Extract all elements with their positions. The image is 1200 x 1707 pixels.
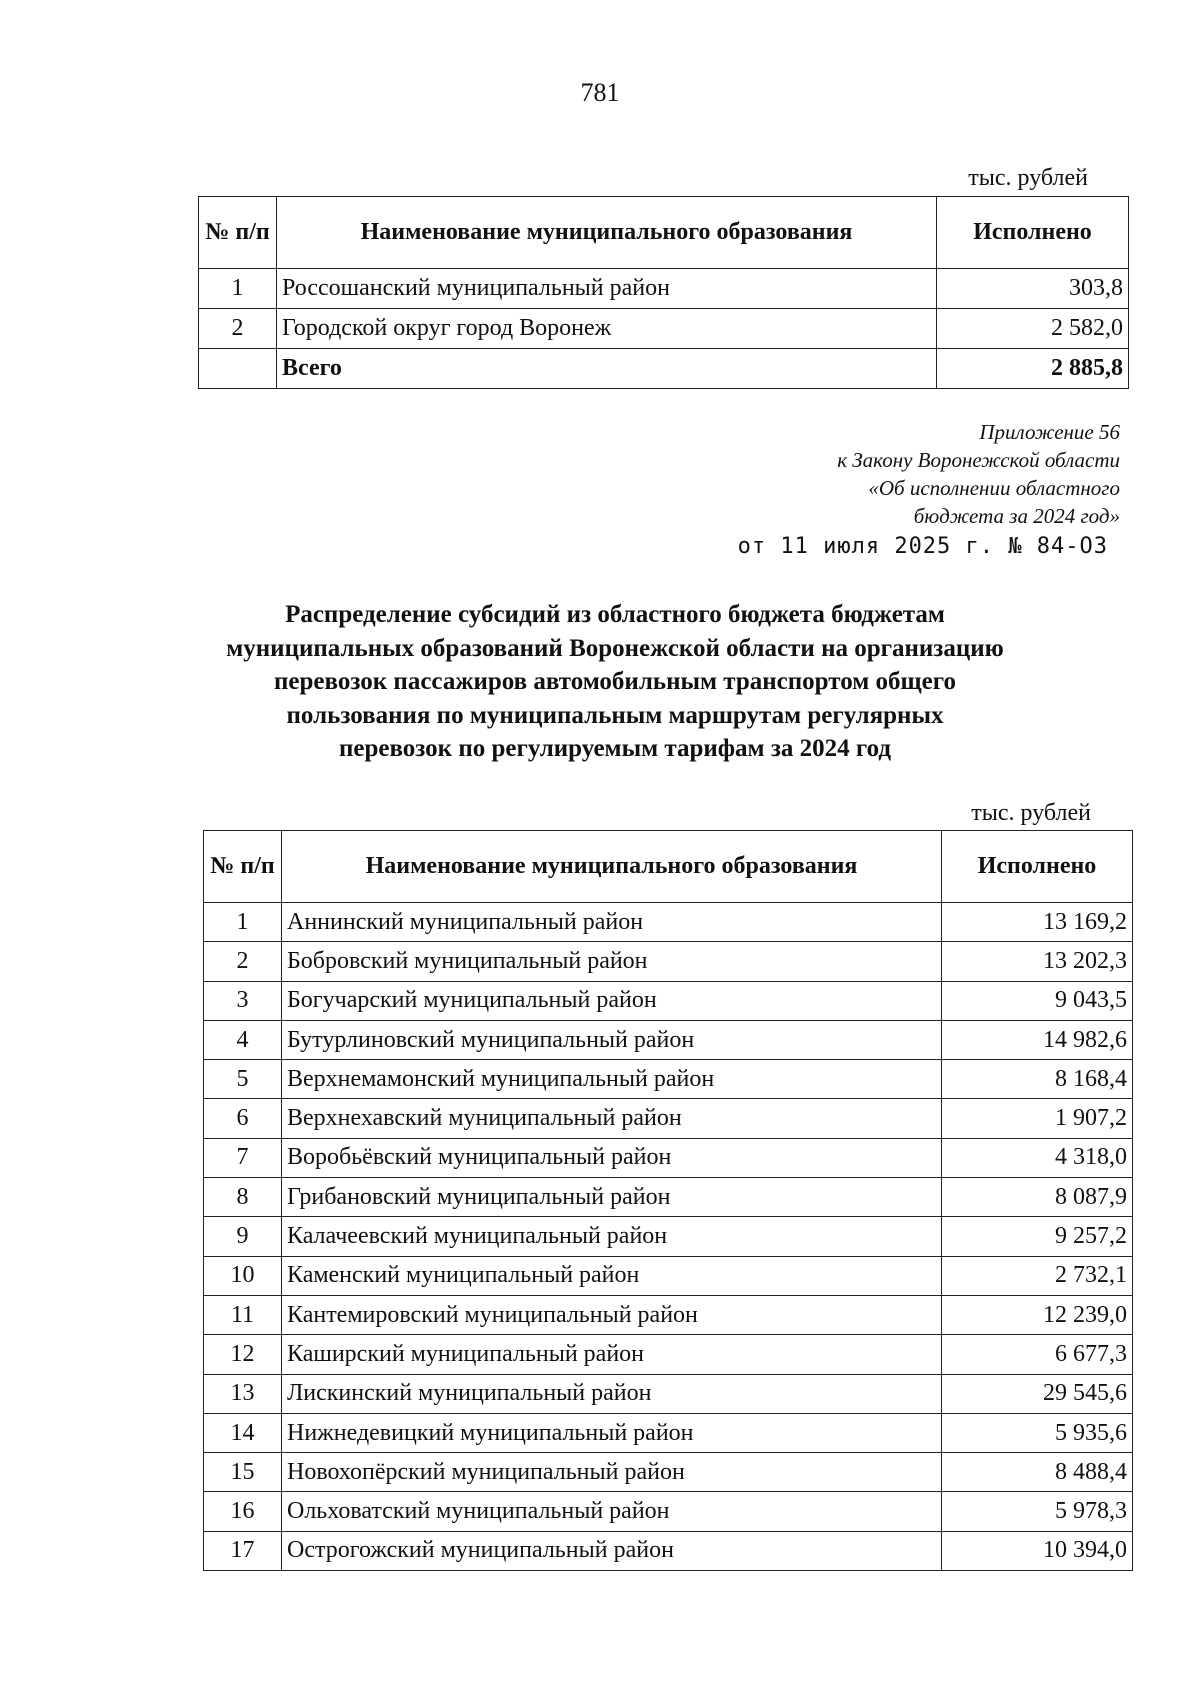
row-number: 15 [204,1453,282,1492]
row-value: 13 202,3 [942,942,1133,981]
row-number: 9 [204,1217,282,1256]
table-row [204,1492,1133,1531]
row-name: Россошанский муниципальный район [277,269,937,309]
row-value: 2 582,0 [937,309,1129,349]
table-row [204,1413,1133,1452]
appendix-line: Приложение 56 [979,420,1120,444]
row-name: Новохопёрский муниципальный район [282,1453,942,1492]
row-name: Городской округ город Воронеж [277,309,937,349]
table1-header-value: Исполнено [937,197,1129,269]
table-row [199,269,1129,309]
table2 [203,830,1133,1571]
row-number: 6 [204,1099,282,1138]
law-date-number: от 11 июля 2025 г. № 84-ОЗ [737,534,1108,559]
row-number: 13 [204,1374,282,1413]
row-value: 14 982,6 [942,1020,1133,1059]
row-number: 17 [204,1531,282,1570]
row-name: Богучарский муниципальный район [282,981,942,1020]
row-name: Бобровский муниципальный район [282,942,942,981]
row-number: 2 [199,309,277,349]
page-number: 781 [580,78,620,107]
total-number-cell [199,349,277,389]
row-number: 8 [204,1178,282,1217]
table-row [204,1138,1133,1177]
row-number: 2 [204,942,282,981]
total-value: 2 885,8 [937,349,1129,389]
row-number: 12 [204,1335,282,1374]
row-value: 1 907,2 [942,1099,1133,1138]
table1-header-no: № п/п [199,197,277,269]
table-row [204,981,1133,1020]
title-line: Распределение субсидий из областного бюджета бюджетам [285,601,945,628]
table-row [204,1099,1133,1138]
table2-header-no: № п/п [204,831,282,903]
table2-units: тыс. рублей [971,800,1091,826]
row-name: Кантемировский муниципальный район [282,1295,942,1334]
table-row [204,1060,1133,1099]
table1 [198,196,1129,389]
table-row [204,903,1133,942]
table2-body [204,903,1133,1571]
row-value: 9 043,5 [942,981,1133,1020]
title-line: пользования по муниципальным маршрутам регулярных [286,701,944,729]
row-name: Верхнехавский муниципальный район [282,1099,942,1138]
row-value: 8 168,4 [942,1060,1133,1099]
row-number: 1 [199,269,277,309]
table-row [204,1178,1133,1217]
appendix-reference [600,418,1120,530]
document-title [140,598,1090,766]
table-row [204,942,1133,981]
row-value: 2 732,1 [942,1256,1133,1295]
table-row [204,1531,1133,1570]
table-row [204,1335,1133,1374]
row-number: 16 [204,1492,282,1531]
row-number: 4 [204,1020,282,1059]
row-value: 8 087,9 [942,1178,1133,1217]
row-value: 4 318,0 [942,1138,1133,1177]
row-value: 5 978,3 [942,1492,1133,1531]
row-number: 1 [204,903,282,942]
table-row [204,1217,1133,1256]
table2-header-value: Исполнено [942,831,1133,903]
table-row [204,1295,1133,1334]
table1-units: тыс. рублей [968,165,1088,191]
row-number: 3 [204,981,282,1020]
row-name: Острогожский муниципальный район [282,1531,942,1570]
row-value: 6 677,3 [942,1335,1133,1374]
row-number: 14 [204,1413,282,1452]
row-name: Ольховатский муниципальный район [282,1492,942,1531]
row-name: Лискинский муниципальный район [282,1374,942,1413]
table2-header-name: Наименование муниципального образования [282,831,942,903]
table-row [199,309,1129,349]
title-line: перевозок по регулируемым тарифам за 2024 год [338,735,892,762]
row-name: Аннинский муниципальный район [282,903,942,942]
row-name: Верхнемамонский муниципальный район [282,1060,942,1099]
title-line: муниципальных образований Воронежской области на организацию [226,634,1004,662]
row-name: Бутурлиновский муниципальный район [282,1020,942,1059]
row-value: 29 545,6 [942,1374,1133,1413]
row-number: 11 [204,1295,282,1334]
row-name: Каширский муниципальный район [282,1335,942,1374]
row-number: 7 [204,1138,282,1177]
row-name: Каменский муниципальный район [282,1256,942,1295]
row-number: 5 [204,1060,282,1099]
row-value: 303,8 [937,269,1129,309]
table-total-row [199,349,1129,389]
table-row [204,1374,1133,1413]
table-row [204,1020,1133,1059]
title-line: перевозок пассажиров автомобильным транспортом общего [274,668,956,695]
row-name: Нижнедевицкий муниципальный район [282,1413,942,1452]
row-value: 5 935,6 [942,1413,1133,1452]
row-value: 10 394,0 [942,1531,1133,1570]
row-name: Калачеевский муниципальный район [282,1217,942,1256]
total-label: Всего [277,349,937,389]
row-name: Воробьёвский муниципальный район [282,1138,942,1177]
row-value: 13 169,2 [942,903,1133,942]
row-name: Грибановский муниципальный район [282,1178,942,1217]
table-row [204,1256,1133,1295]
table-row [204,1453,1133,1492]
row-value: 8 488,4 [942,1453,1133,1492]
appendix-line: бюджета за 2024 год» [913,504,1120,528]
table1-header-name: Наименование муниципального образования [277,197,937,269]
row-value: 12 239,0 [942,1295,1133,1334]
appendix-line: к Закону Воронежской области [837,448,1120,472]
row-value: 9 257,2 [942,1217,1133,1256]
row-number: 10 [204,1256,282,1295]
appendix-line: «Об исполнении областного [868,476,1120,500]
